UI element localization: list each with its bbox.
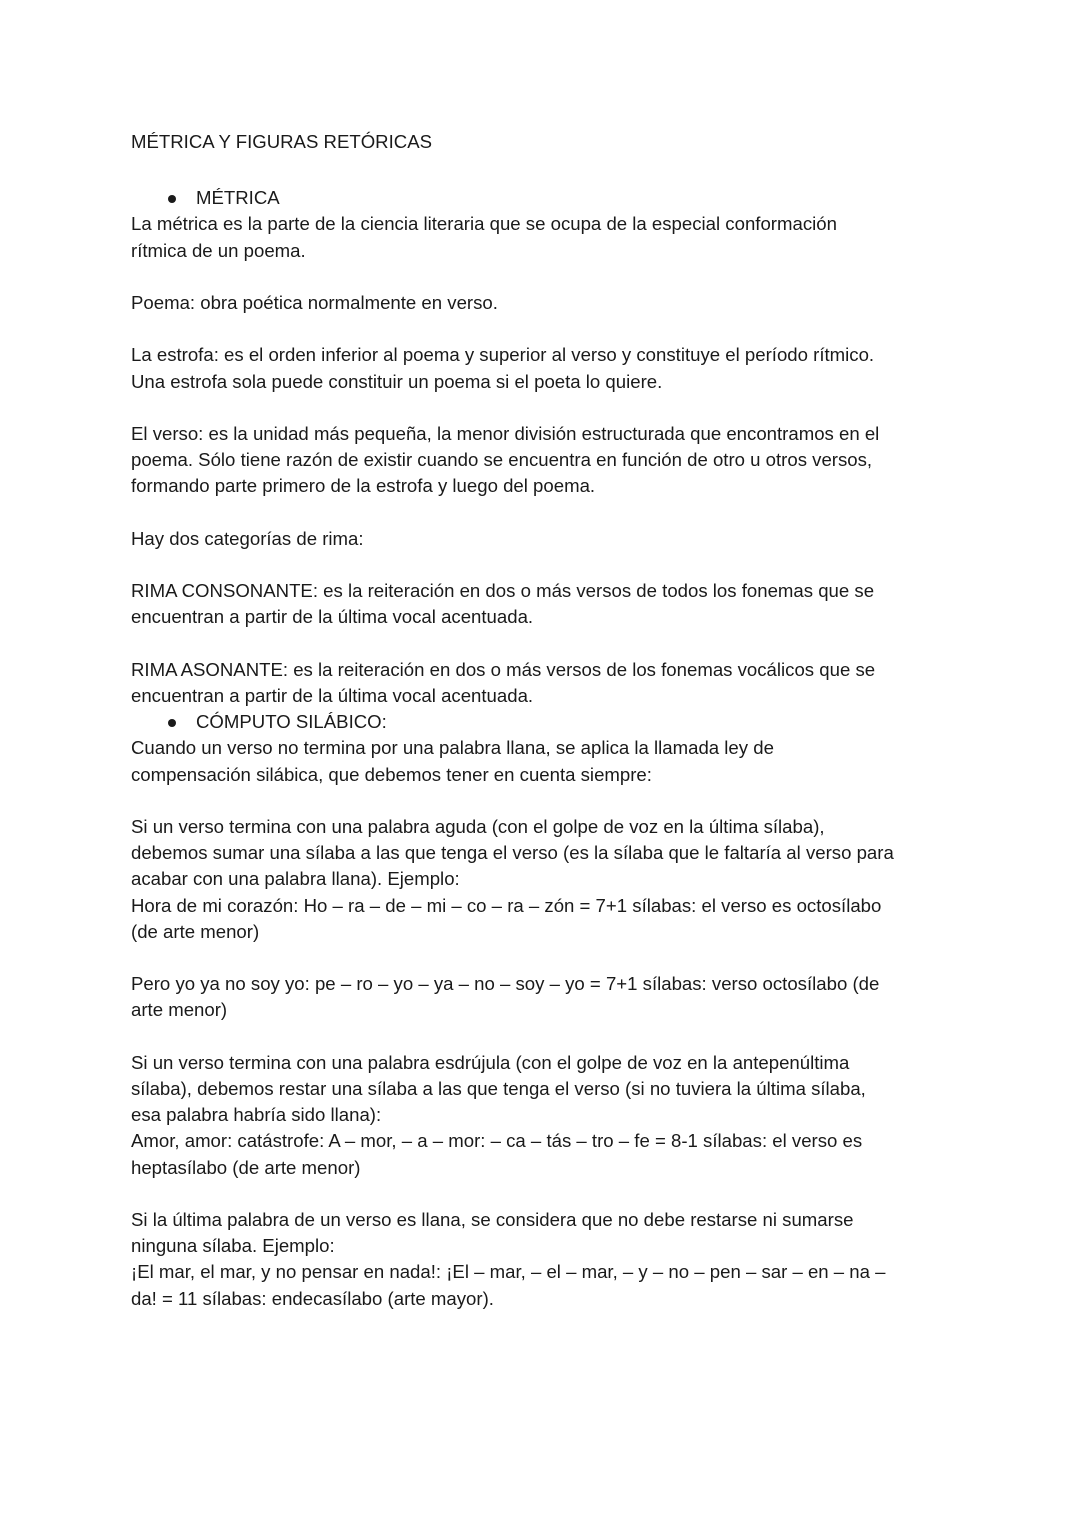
- paragraph-metrica: La métrica es la parte de la ciencia literaria que se ocupa de la especial conformación rítmica de un poema.: [131, 213, 837, 261]
- bullet-dot-icon: [168, 195, 176, 203]
- document-title: MÉTRICA Y FIGURAS RETÓRICAS: [131, 131, 432, 152]
- section-heading-metrica: MÉTRICA: [196, 187, 280, 209]
- bullet-metrica: [131, 185, 961, 211]
- paragraph-pero-yo: Pero yo ya no soy yo: pe – ro – yo – ya – no – soy – yo = 7+1 sílabas: verso octosílabo (de arte menor): [131, 973, 880, 1021]
- paragraph-poema: Poema: obra poética normalmente en verso.: [131, 292, 498, 313]
- bullet-computo: [131, 709, 961, 735]
- paragraph-llana: Si la última palabra de un verso es llana, se considera que no debe restarse ni sumarse ninguna sílaba. Ejemplo: ¡El mar, el mar, y no pensar en nada!: ¡El – mar, – el – mar, – y – no – pen – sar – en – na – da! = 11 sílabas: endecasílabo (arte mayor).: [131, 1208, 886, 1309]
- paragraph-aguda: Si un verso termina con una palabra aguda (con el golpe de voz en la última sílaba), debemos sumar una sílaba a las que tenga el verso (es la sílaba que le faltaría al verso para acabar con una palabra llana). Ejemplo: Hora de mi corazón: Ho – ra – de – mi – co – ra – zón = 7+1 sílabas: el verso es octosílabo (de arte menor): [131, 815, 894, 942]
- paragraph-estrofa: La estrofa: es el orden inferior al poema y superior al verso y constituye el período rítmico. Una estrofa sola puede constituir un poema si el poeta lo quiere.: [131, 344, 875, 392]
- paragraph-categorias: Hay dos categorías de rima:: [131, 527, 364, 549]
- section-heading-computo: CÓMPUTO SILÁBICO:: [196, 711, 387, 733]
- document-page: [131, 129, 961, 1312]
- bullet-dot-icon: [168, 719, 176, 727]
- paragraph-verso: El verso: es la unidad más pequeña, la menor división estructurada que encontramos en el poema. Sólo tiene razón de existir cuando se encuentra en función de otro u otros versos, formando parte primero de la estrofa y luego del poema.: [131, 422, 880, 497]
- paragraph-computo: Cuando un verso no termina por una palabra llana, se aplica la llamada ley de compensación silábica, que debemos tener en cuenta siempre:: [131, 737, 774, 785]
- paragraph-rima-asonante: RIMA ASONANTE: es la reiteración en dos o más versos de los fonemas vocálicos que se encuentran a partir de la última vocal acentuada.: [131, 658, 876, 706]
- paragraph-rima-consonante: RIMA CONSONANTE: es la reiteración en dos o más versos de todos los fonemas que se encuentran a partir de la última vocal acentuada.: [131, 580, 875, 628]
- paragraph-esdrujula: Si un verso termina con una palabra esdrújula (con el golpe de voz en la antepenúltima sílaba), debemos restar una sílaba a las que tenga el verso (si no tuviera la última sílaba, esa palabra habría sido llana): Amor, amor: catástrofe: A – mor, – a – mor: – ca – tás – tro – fe = 8-1 sílabas: el verso es heptasílabo (de arte menor): [131, 1051, 866, 1178]
